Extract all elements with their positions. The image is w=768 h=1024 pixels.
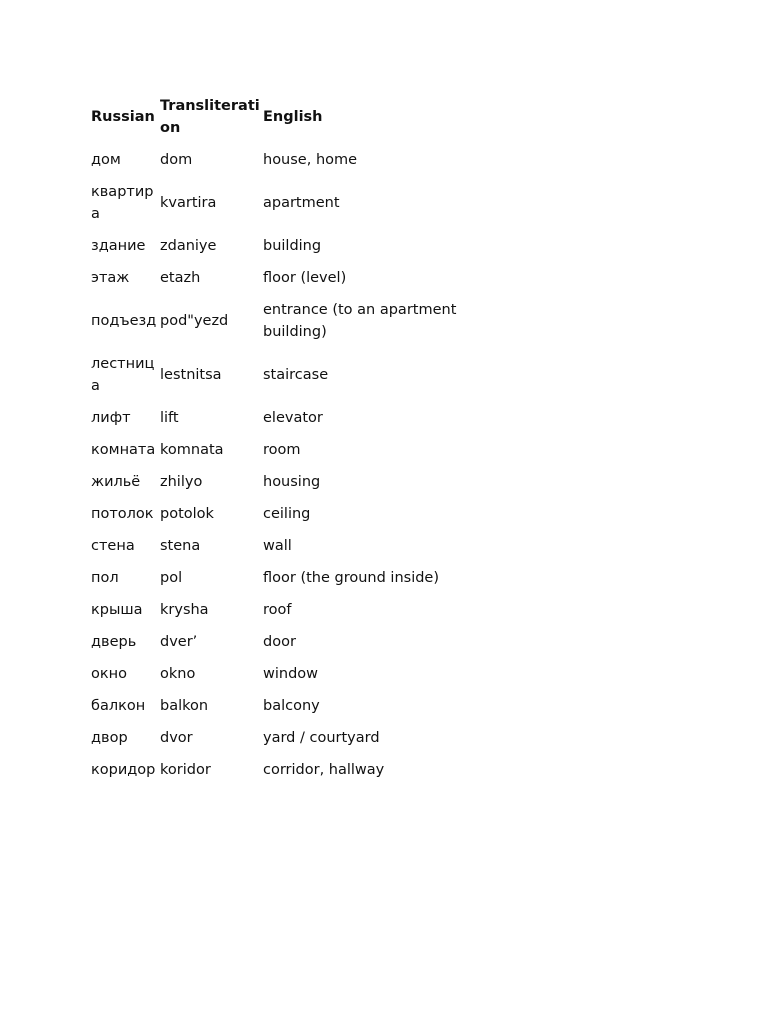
cell-russian: балкон xyxy=(91,698,146,714)
cell-transliteration: koridor xyxy=(160,762,211,778)
table-header xyxy=(91,90,478,144)
header-english: English xyxy=(263,109,323,125)
table-row xyxy=(91,754,478,786)
cell-transliteration: krysha xyxy=(160,602,209,618)
cell-english: staircase xyxy=(263,367,329,383)
table-row xyxy=(91,722,478,754)
table-row xyxy=(91,466,478,498)
cell-russian: коридор xyxy=(91,762,156,778)
cell-transliteration: potolok xyxy=(160,506,214,522)
cell-russian: жильё xyxy=(91,474,141,490)
table-row xyxy=(91,658,478,690)
cell-english: building xyxy=(263,238,322,254)
cell-russian: двор xyxy=(91,730,128,746)
cell-english: apartment xyxy=(263,195,340,211)
cell-english: corridor, hallway xyxy=(263,762,385,778)
cell-english: balcony xyxy=(263,698,320,714)
cell-english: room xyxy=(263,442,301,458)
cell-english: house, home xyxy=(263,152,358,168)
cell-russian: окно xyxy=(91,666,127,682)
cell-english: door xyxy=(263,634,296,650)
table-row xyxy=(91,230,478,262)
table-row xyxy=(91,562,478,594)
cell-russian: комната xyxy=(91,442,156,458)
cell-russian: крыша xyxy=(91,602,143,618)
table-row xyxy=(91,690,478,722)
cell-transliteration: lestnitsa xyxy=(160,367,222,383)
cell-russian: дом xyxy=(91,152,121,168)
cell-transliteration: pol xyxy=(160,570,183,586)
header-transliteration: Transliteration xyxy=(160,98,260,136)
cell-english: housing xyxy=(263,474,321,490)
cell-russian: здание xyxy=(91,238,146,254)
vocabulary-table xyxy=(91,90,478,786)
cell-english: entrance (to an apartment building) xyxy=(263,302,457,340)
cell-transliteration: kvartira xyxy=(160,195,217,211)
table-row xyxy=(91,498,478,530)
cell-transliteration: balkon xyxy=(160,698,209,714)
table-row xyxy=(91,348,478,402)
table-row xyxy=(91,144,478,176)
table-body xyxy=(91,144,478,786)
cell-russian: лифт xyxy=(91,410,131,426)
table-row xyxy=(91,176,478,230)
cell-russian: этаж xyxy=(91,270,130,286)
cell-english: window xyxy=(263,666,319,682)
cell-russian: пол xyxy=(91,570,119,586)
table-row xyxy=(91,294,478,348)
cell-russian: стена xyxy=(91,538,135,554)
table-row xyxy=(91,626,478,658)
header-russian: Russian xyxy=(91,109,155,125)
cell-english: floor (the ground inside) xyxy=(263,570,440,586)
cell-transliteration: etazh xyxy=(160,270,201,286)
cell-transliteration: okno xyxy=(160,666,196,682)
cell-russian: потолок xyxy=(91,506,154,522)
cell-transliteration: dver’ xyxy=(160,634,198,650)
cell-transliteration: komnata xyxy=(160,442,224,458)
document-page xyxy=(91,90,478,786)
table-row xyxy=(91,594,478,626)
cell-transliteration: zhilyo xyxy=(160,474,203,490)
cell-russian: подъезд xyxy=(91,313,157,329)
cell-english: yard / courtyard xyxy=(263,730,380,746)
cell-transliteration: pod"yezd xyxy=(160,313,229,329)
table-row xyxy=(91,530,478,562)
cell-transliteration: zdaniye xyxy=(160,238,217,254)
cell-russian: дверь xyxy=(91,634,137,650)
header-row xyxy=(91,90,478,144)
cell-english: elevator xyxy=(263,410,323,426)
cell-transliteration: stena xyxy=(160,538,201,554)
cell-english: floor (level) xyxy=(263,270,347,286)
cell-english: roof xyxy=(263,602,292,618)
cell-english: ceiling xyxy=(263,506,311,522)
cell-transliteration: lift xyxy=(160,410,179,426)
cell-english: wall xyxy=(263,538,292,554)
table-row xyxy=(91,262,478,294)
cell-russian: лестница xyxy=(91,356,155,394)
cell-transliteration: dom xyxy=(160,152,193,168)
cell-russian: квартира xyxy=(91,184,154,222)
table-row xyxy=(91,434,478,466)
cell-transliteration: dvor xyxy=(160,730,193,746)
table-row xyxy=(91,402,478,434)
